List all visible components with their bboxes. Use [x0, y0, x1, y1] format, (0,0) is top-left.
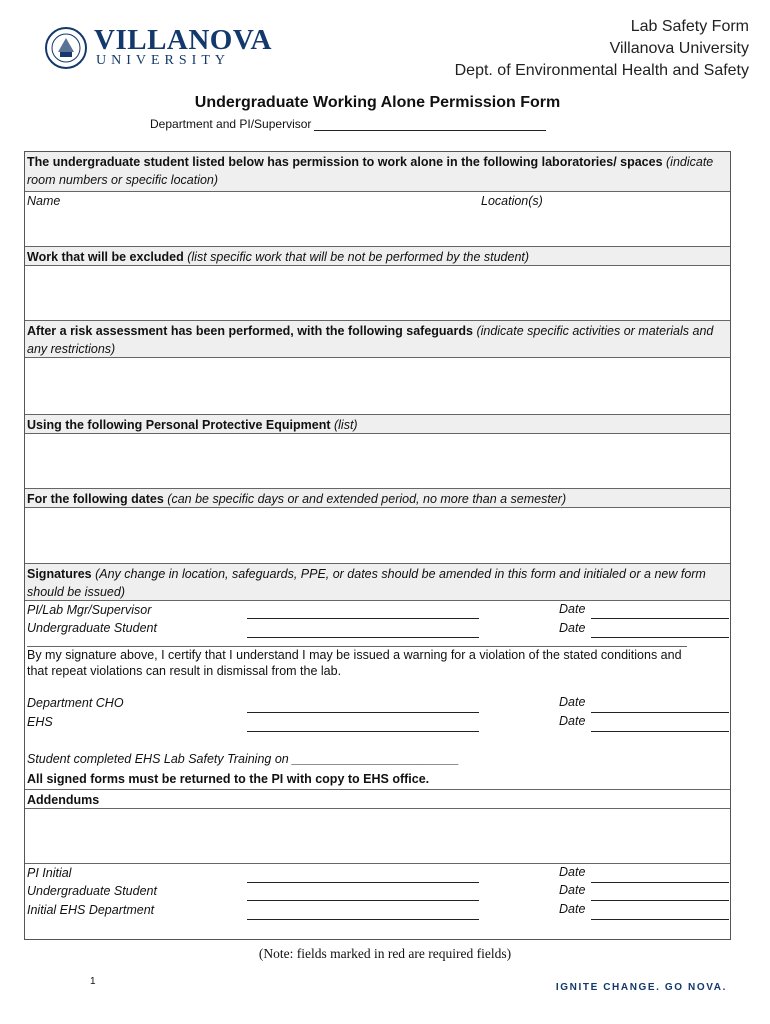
section-permission-header: [25, 152, 730, 192]
logo-subtitle: UNIVERSITY: [96, 53, 230, 68]
section-dates-title: For the following dates: [27, 492, 164, 506]
pi-initial-line[interactable]: [247, 882, 479, 883]
ppe-input[interactable]: [25, 434, 730, 488]
page-number: 1: [90, 976, 96, 987]
pi-initial-label: PI Initial: [27, 866, 72, 880]
section-dates-header: [25, 488, 730, 508]
pi-initial-date-line[interactable]: [591, 882, 729, 883]
section-signatures-title: Signatures: [27, 567, 92, 581]
dates-input[interactable]: [25, 508, 730, 563]
section-risk-hint: (indicate specific activities or materials and any restrictions): [27, 324, 714, 356]
pi-date-line[interactable]: [591, 618, 729, 619]
section-ppe-hint: (list): [330, 418, 358, 432]
risk-input[interactable]: [25, 358, 730, 414]
ehs-signature-line[interactable]: [247, 731, 479, 732]
ehs-date-line[interactable]: [591, 731, 729, 732]
ehs-initial-date-line[interactable]: [591, 919, 729, 920]
header-university: Villanova University: [609, 40, 749, 57]
section-ppe-header: [25, 414, 730, 434]
section-excluded-header: [25, 246, 730, 266]
cho-signer-label: Department CHO: [27, 696, 124, 710]
student-initial-date-label: Date: [559, 883, 586, 897]
ehs-date-label: Date: [559, 714, 586, 728]
university-logo: [44, 26, 274, 76]
student-signature-line[interactable]: [247, 637, 479, 638]
pi-signature-line[interactable]: [247, 618, 479, 619]
pi-initial-date-label: Date: [559, 865, 586, 879]
section-risk-title: After a risk assessment has been performed, with the following safeguards: [27, 324, 473, 338]
section-signatures-header: [25, 563, 730, 601]
page-title: Undergraduate Working Alone Permission Form: [194, 94, 561, 111]
section-signatures-hint: (Any change in location, safeguards, PPE, or dates should be amended in this form and initialed or a new form should be issued): [27, 567, 706, 599]
ehs-initial-line[interactable]: [247, 919, 479, 920]
dept-supervisor-field: [150, 117, 546, 131]
addendums-input[interactable]: [25, 809, 730, 864]
section-dates-hint: (can be specific days or and extended period, no more than a semester): [163, 492, 567, 506]
section-permission-title: The undergraduate student listed below has permission to work alone in the following laboratories/ spaces: [27, 155, 663, 169]
cho-signature-line[interactable]: [247, 712, 479, 713]
return-note: All signed forms must be returned to the PI with copy to EHS office.: [27, 772, 430, 786]
student-signer-label: Undergraduate Student: [27, 621, 157, 635]
header-form-type: Lab Safety Form: [630, 18, 749, 35]
student-initial-date-line[interactable]: [591, 900, 729, 901]
pi-signer-label: PI/Lab Mgr/Supervisor: [27, 603, 152, 617]
dept-supervisor-input[interactable]: [314, 119, 546, 131]
ehs-initial-label: Initial EHS Department: [27, 903, 155, 917]
section-excluded-title: Work that will be excluded: [27, 250, 184, 264]
pi-date-label: Date: [559, 602, 586, 616]
permission-form: [24, 151, 731, 940]
locations-label: Location(s): [481, 194, 543, 208]
section-permission-hint: (indicate room numbers or specific location): [27, 155, 714, 187]
student-initial-line[interactable]: [247, 900, 479, 901]
dept-supervisor-label: Department and PI/Supervisor: [150, 117, 312, 131]
section-ppe-title: Using the following Personal Protective Equipment: [27, 418, 331, 432]
certify-statement: By my signature above, I certify that I understand I may be issued a warning for a violation of the stated conditions and that repeat violations can result in dismissal from the lab.: [27, 646, 687, 679]
student-initial-label: Undergraduate Student: [27, 884, 157, 898]
cho-date-line[interactable]: [591, 712, 729, 713]
addendums-title: Addendums: [27, 793, 100, 807]
required-fields-note: (Note: fields marked in red are required fields): [258, 946, 512, 961]
section-excluded-hint: (list specific work that will be not be performed by the student): [183, 250, 530, 264]
ehs-signer-label: EHS: [27, 715, 53, 729]
name-label: Name: [27, 194, 61, 208]
excluded-input[interactable]: [25, 266, 730, 320]
header-info: [455, 16, 749, 82]
ehs-initial-date-label: Date: [559, 902, 586, 916]
university-seal-icon: [44, 26, 88, 70]
section-risk-header: [25, 320, 730, 358]
student-date-label: Date: [559, 621, 586, 635]
cho-date-label: Date: [559, 695, 586, 709]
footer-tagline: IGNITE CHANGE. GO NOVA.: [555, 982, 727, 993]
header-department: Dept. of Environmental Health and Safety: [454, 62, 749, 79]
logo-wordmark: VILLANOVA: [94, 24, 273, 56]
student-date-line[interactable]: [591, 637, 729, 638]
training-line[interactable]: Student completed EHS Lab Safety Training on ________________________: [27, 752, 460, 766]
section-addendums-header: [25, 789, 730, 809]
